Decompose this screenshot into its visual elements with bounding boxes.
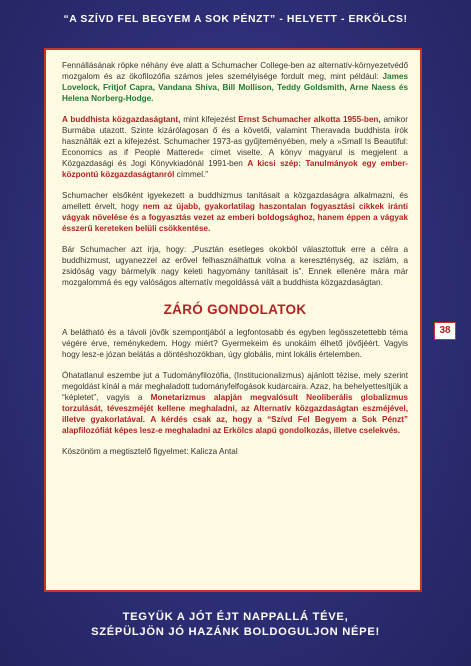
p2-term: A buddhista közgazdaságtant,	[62, 115, 181, 124]
page-number-badge: 38	[434, 322, 456, 340]
content-panel	[44, 48, 422, 592]
p6-emph2: A kérdés csak az, hogy a “Szívd Fel Begyem a Sok Pénzt” alapfilozófiát képes lesz-e meghaladni az Erkölcs alapú gondolkozás, illetve cselekvés.	[62, 415, 408, 435]
p6-t1: Óhatatlanul eszembe jut a Tudományfilozófia, (Institucionalizmus) ajánlott tézise, mely szerint megoldást kínál a már meghaladott tudományfelfogások kudarcaira. Azaz, ha behelyettesítjük a “képletet”, vagyis a	[62, 371, 408, 402]
p2-t2: amikor Burmába utazott. Szinte kizárólagosan ő és a követői, valamint Theravada buddhista írók használták ezt a kifejezést. Schumacher 1973-as gyűjteményében, mely a »Small Is Beautiful: Economics as if People Mattered« címet viselte. A könyv magyarul is megjelent a Közgazdasági és Jogi Könyvkiadónál 1991-ben	[62, 115, 409, 168]
p2-t1: mint kifejezést	[180, 115, 239, 124]
paragraph-6	[62, 370, 408, 436]
p1-text: Fennállásának röpke néhány éve alatt a Schumacher College-ben az alternatív-környezetvédő mozgalom és az ökofilozófia számos jeles személyisége fordult meg, mint például:	[62, 61, 408, 81]
p3-emph: nem az újabb, gyakorlatilag haszontalan fogyasztási cikkek iránti vágyak növelése és a fogyasztás vezet az emberi boldogsághoz, hanem éppen a vágyak ésszerű kereteken belüli csökkentése.	[62, 202, 408, 233]
footer-motto	[0, 610, 471, 640]
p2-book: A kicsi szép: Tanulmányok egy ember-központú közgazdaságtanról	[62, 159, 408, 179]
p2-t3: címmel.”	[174, 170, 209, 179]
paragraph-5	[62, 327, 408, 360]
p2-author: Ernst Schumacher alkotta 1955-ben,	[238, 115, 381, 124]
p4-text: Bár Schumacher azt írja, hogy: „Pusztán esetleges okokból választottuk erre a célra a buddhizmust, ugyanezzel az erővel felhasználhattuk volna a kereszténység, az iszlám, a zsidóság vagy bármelyik nagy keleti hagyomány tanításait is”. Ennek ellenére mára már mozgalommá és egy valóságos alternatív megoldássá vált a buddhista közgazdaságtan.	[62, 245, 408, 287]
paragraph-3	[62, 190, 408, 234]
p1-names: James Lovelock, Fritjof Capra, Vandana Shiva, Bill Mollison, Teddy Goldsmith, Arne Naess és Helena Norberg-Hodge.	[62, 72, 408, 103]
footer-line-2: SZÉPÜLJÖN JÓ HAZÁNK BOLDOGULJON NÉPE!	[91, 626, 380, 638]
paragraph-1	[62, 60, 408, 104]
p5-text: A belátható és a távoli jövők szempontjából a legfontosabb és egyben legösszetettebb téma végére érve, reménykedem. Hogy miért? Gyermekeim és unokáim élhető jövőjéért. Vagyis hogy lesz-e józan belátás a döntéshozókban, úgy globális, mint lokális értelemben.	[62, 328, 408, 359]
paragraph-2	[62, 114, 408, 180]
p6-emph1: Monetarizmus alapján megvalósult Neoliberális globalizmus torzulását, téveszméjét kellene meghaladni, az Alternatív közgazdaságtan eszméjével, illetve gyakorlatával.	[62, 393, 408, 424]
section-heading: ZÁRÓ GONDOLATOK	[163, 302, 307, 317]
footer-line-1: TEGYÜK A JÓT ÉJT NAPPALLÁ TÉVE,	[122, 611, 349, 623]
p3-t1: Schumacher elsőként igyekezett a buddhizmus tanításait a közgazdaságra alkalmazni, és amellett érvelt, hogy	[62, 191, 408, 211]
header-title: “A SZÍVD FEL BEGYEM A SOK PÉNZT” - HELYETT - ERKÖLCS!	[63, 14, 408, 25]
paragraph-4	[62, 244, 408, 288]
signature-text: Köszönöm a megtisztelő figyelmet: Kalicza Antal	[62, 447, 238, 456]
signature	[62, 446, 408, 457]
